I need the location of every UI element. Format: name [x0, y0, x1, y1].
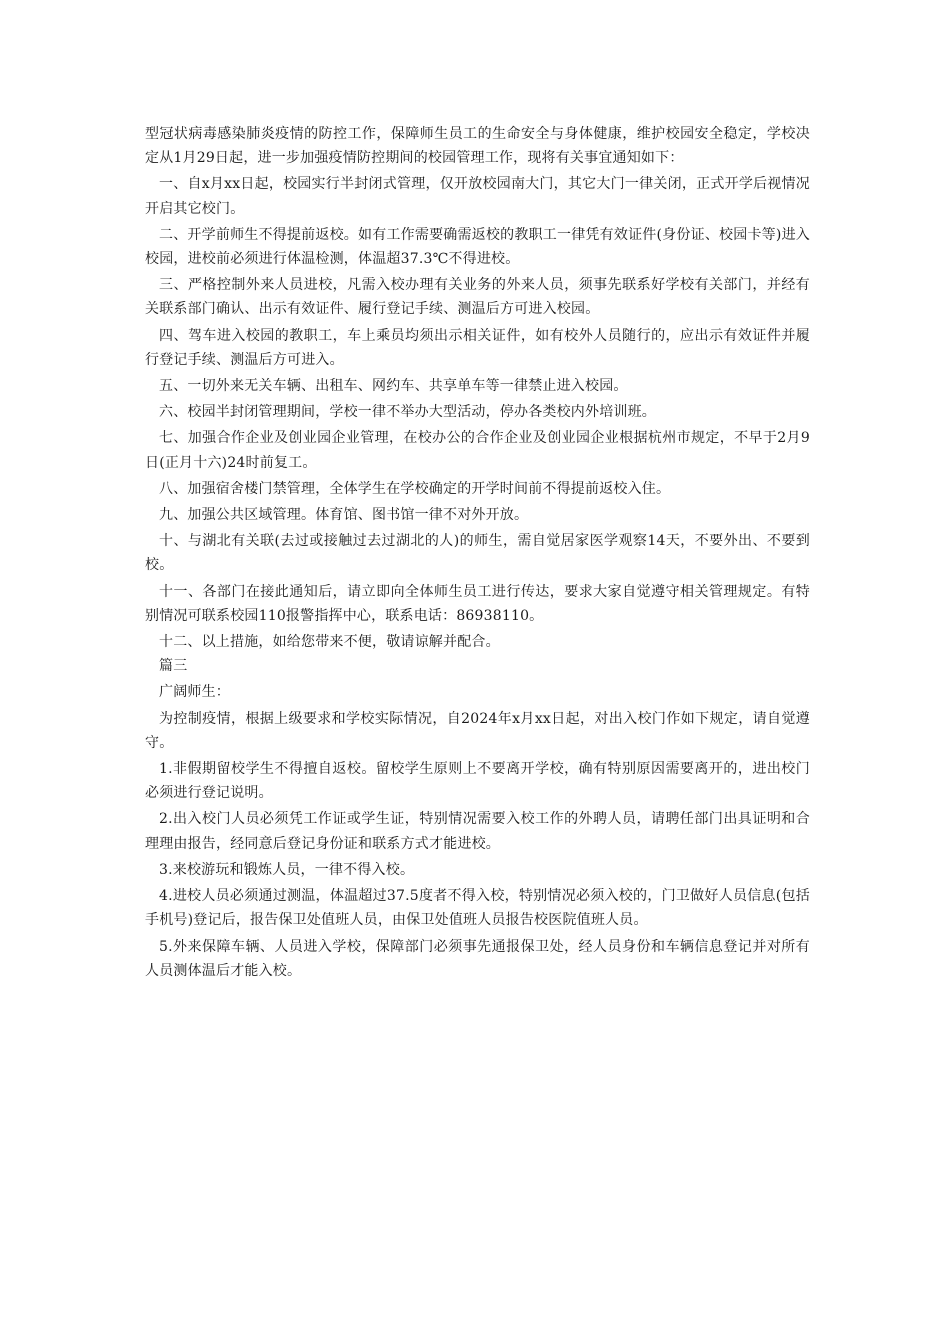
rule-item: 5.外来保障车辆、人员进入学校，保障部门必须事先通报保卫处，经人员身份和车辆信息登记并对所有人员测体温后才能入校。: [145, 938, 810, 979]
document-body: [145, 122, 810, 983]
list-item: 十二、以上措施，如给您带来不便，敬请谅解并配合。: [159, 634, 500, 651]
list-item: 九、加强公共区域管理。体育馆、图书馆一律不对外开放。: [159, 507, 529, 524]
rule-item: 3.来校游玩和锻炼人员，一律不得入校。: [159, 861, 415, 878]
list-item: 八、加强宿舍楼门禁管理，全体学生在学校确定的开学时间前不得提前返校入住。: [159, 480, 671, 497]
list-item: 二、开学前师生不得提前返校。如有工作需要确需返校的教职工一律凭有效证件(身份证、校园卡等)进入校园，进校前必须进行体温检测，体温超37.3℃不得进校。: [145, 226, 810, 268]
salutation: 广阔师生：: [159, 684, 230, 701]
list-item: 一、自x月xx日起，校园实行半封闭式管理，仅开放校园南大门，其它大门一律关闭，正式开学后视情况开启其它校门。: [145, 176, 810, 217]
notice-intro: 为控制疫情，根据上级要求和学校实际情况，自2024年x月xx日起，对出入校门作如下规定，请自觉遵守。: [145, 710, 810, 751]
list-item: 六、校园半封闭管理期间，学校一律不举办大型活动，停办各类校内外培训班。: [159, 404, 656, 421]
intro-paragraph: 型冠状病毒感染肺炎疫情的防控工作，保障师生员工的生命安全与身体健康，维护校园安全稳定，学校决定从1月29日起，进一步加强疫情防控期间的校园管理工作，现将有关事宜通知如下：: [145, 126, 810, 167]
list-item: 四、驾车进入校园的教职工，车上乘员均须出示相关证件，如有校外人员随行的，应出示有效证件并履行登记手续、测温后方可进入。: [145, 327, 810, 368]
list-item: 十一、各部门在接此通知后，请立即向全体师生员工进行传达，要求大家自觉遵守相关管理规定。有特别情况可联系校园110报警指挥中心，联系电话：86938110。: [145, 583, 810, 624]
list-item: 三、严格控制外来人员进校，凡需入校办理有关业务的外来人员，须事先联系好学校有关部门，并经有关联系部门确认、出示有效证件、履行登记手续、测温后方可进入校园。: [145, 277, 810, 318]
section-heading: 篇三: [159, 658, 188, 675]
list-item: 七、加强合作企业及创业园企业管理，在校办公的合作企业及创业园企业根据杭州市规定，不早于2月9日(正月十六)24时前复工。: [145, 430, 810, 471]
rule-item: 4.进校人员必须通过测温，体温超过37.5度者不得入校，特别情况必须入校的，门卫做好人员信息(包括手机号)登记后，报告保卫处值班人员，由保卫处值班人员报告校医院值班人员。: [145, 888, 810, 929]
rule-item: 1.非假期留校学生不得擅自返校。留校学生原则上不要离开学校，确有特别原因需要离开的，进出校门必须进行登记说明。: [145, 761, 810, 802]
list-item: 十、与湖北有关联(去过或接触过去过湖北的人)的师生，需自觉居家医学观察14天，不要外出、不要到校。: [145, 533, 810, 574]
rule-item: 2.出入校门人员必须凭工作证或学生证，特别情况需要入校工作的外聘人员，请聘任部门出具证明和合理理由报告，经同意后登记身份证和联系方式才能进校。: [145, 811, 810, 852]
list-item: 五、一切外来无关车辆、出租车、网约车、共享单车等一律禁止进入校园。: [159, 378, 628, 395]
